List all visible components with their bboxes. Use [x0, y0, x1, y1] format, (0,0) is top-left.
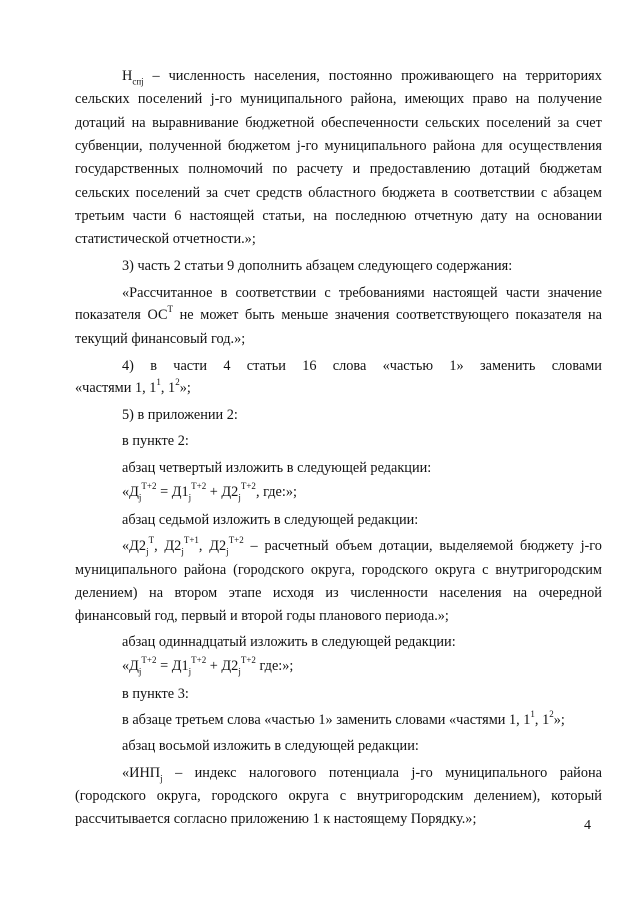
text-line: субвенции, полученной бюджетом j-го муниципального района для осуществления	[75, 137, 602, 155]
text-line: «частями 1, $1^1$, $1^2$»;	[75, 376, 191, 397]
text-line: сельских поселений за счет средств областного бюджета в соответствии с абзацем	[75, 184, 602, 202]
text-line: государственных полномочий по расчету и предоставлению дотаций бюджетам	[75, 160, 602, 178]
text-line: «$Д_j^{Т+2} = Д1_j^{Т+2} + Д2_j^{Т+2}$ где:»;	[122, 654, 294, 677]
text-line: абзац одиннадцатый изложить в следующей редакции:	[122, 633, 456, 651]
text-line: финансовый год, первый и второй годы планового периода.»;	[75, 607, 449, 625]
text-line: «$ИНП_j$ – индекс налогового потенциала j-го муниципального района	[122, 764, 602, 784]
text-line: третьим части 6 настоящей статьи, на последнюю отчетную дату на основании	[75, 207, 602, 225]
text-line: в пункте 3:	[122, 685, 189, 703]
text-line: дотаций на выравнивание бюджетной обеспеченности сельских поселений за счет	[75, 114, 602, 132]
text-line: 4) в части 4 статьи 16 слова «частью 1» заменить словами	[122, 357, 602, 375]
text-line: «$Д_j^{Т+2} = Д1_j^{Т+2} + Д2_j^{Т+2}$, где:»;	[122, 480, 297, 503]
text-line: в пункте 2:	[122, 432, 189, 450]
text-line: муниципального района (городского округа, городского округа с внутригородским	[75, 561, 602, 579]
text-line: абзац четвертый изложить в следующей редакции:	[122, 459, 432, 477]
text-line: сельских поселений j-го муниципального района, имеющих право на получение	[75, 90, 602, 108]
text-line: рассчитывается согласно приложению 1 к настоящему Порядку.»;	[75, 810, 477, 828]
text-line: «$Д2_j^Т$, $Д2_j^{Т+1}$, $Д2_j^{Т+2}$ – расчетный объем дотации, выделяемой бюджету j-го	[122, 534, 602, 557]
text-line: абзац восьмой изложить в следующей редакции:	[122, 737, 419, 755]
text-line: абзац седьмой изложить в следующей редакции:	[122, 511, 419, 529]
text-line: 5) в приложении 2:	[122, 406, 238, 424]
text-line: (городского округа, городского округа с внутригородским делением), который	[75, 787, 602, 805]
text-line: показателя $ОС^Т$ не может быть меньше значения соответствующего показателя на	[75, 303, 602, 324]
text-line: $Н_{спj}$ – численность населения, постоянно проживающего на территориях	[122, 67, 602, 87]
text-line: статистической отчетности.»;	[75, 230, 256, 248]
text-line: в абзаце третьем слова «частью 1» заменить словами «частями 1, $1^1$, $1^2$»;	[122, 708, 565, 729]
text-line: текущий финансовый год.»;	[75, 330, 246, 348]
page-number: 4	[584, 818, 591, 833]
text-line: «Рассчитанное в соответствии с требованиями настоящей части значение	[122, 284, 602, 302]
text-line: 3) часть 2 статьи 9 дополнить абзацем следующего содержания:	[122, 257, 513, 275]
text-line: делением) на втором этапе исходя из численности населения на очередной	[75, 584, 602, 602]
